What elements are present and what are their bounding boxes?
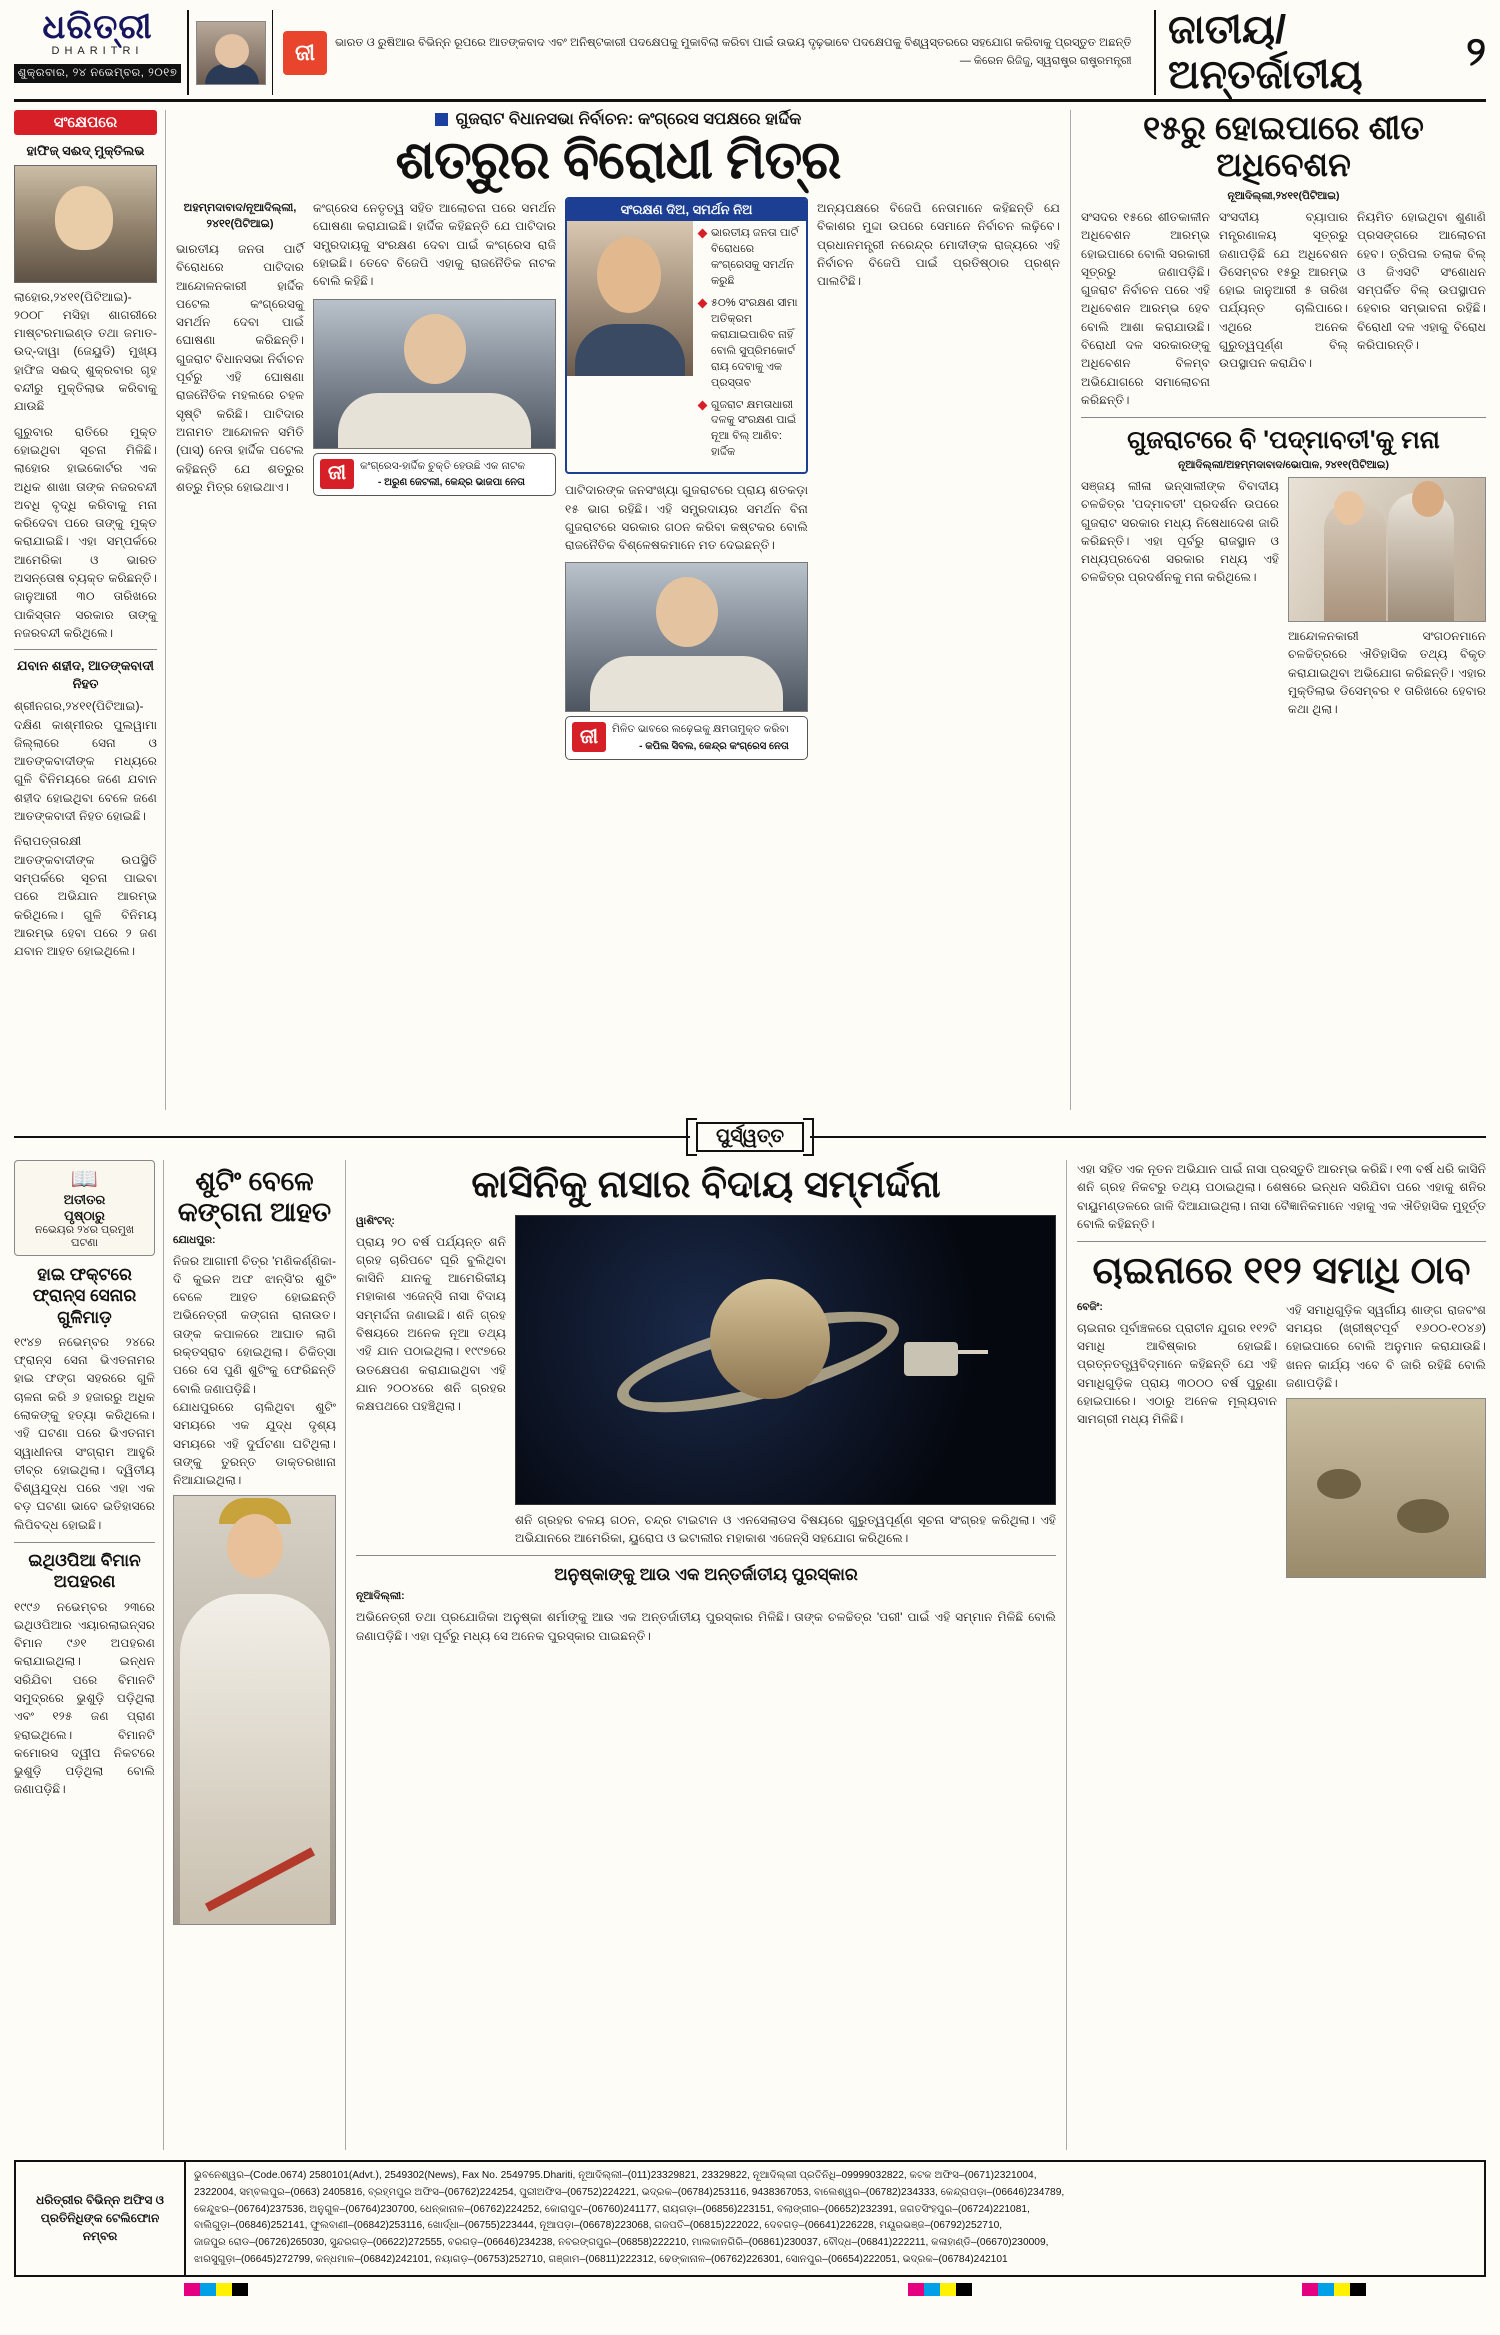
dig-pit bbox=[1397, 1499, 1449, 1533]
color-swatch bbox=[184, 2283, 200, 2296]
kicker-text: ଗୁଜରାଟ ବିଧାନସଭା ନିର୍ବାଚନ: କଂଗ୍ରେସ ସପକ୍ଷରେ ହାର୍ଦ୍ଦିକ bbox=[455, 110, 802, 128]
quote-body bbox=[335, 35, 1132, 70]
history-badge-line1: ଅତୀତର bbox=[63, 1192, 106, 1207]
quote-card-text: ମିଳିତ ଭାବରେ ଲଢ଼େଇକୁ କ୍ଷମତାମୁକ୍ତ କରିବା bbox=[612, 723, 789, 736]
page-number: ୨ bbox=[1466, 30, 1486, 74]
history-badge-sub: ନଭେୟର ୨୪ର ପ୍ରମୁଖ ଘଟଣା bbox=[34, 1224, 135, 1249]
color-swatch bbox=[1334, 2283, 1350, 2296]
photo-costume bbox=[180, 1594, 330, 1924]
footer-line: ଜାଜପୁର ରୋଡ–(06726)265030, ସୁନ୍ଦରଗଡ଼–(06622)272555, ବରଗଡ଼–(06646)234238, ନବରଙ୍ଗପୁର–(06858)222210, ମାଲକାନଗିରି–(06861)230037, ବୌଦ୍ଧ–(06841)222211, କଳାହାଣ୍ଡି–(06670)230009, bbox=[194, 2237, 1049, 2249]
photo-face bbox=[1412, 481, 1444, 517]
session-grid bbox=[1081, 208, 1486, 409]
color-swatch bbox=[1350, 2283, 1366, 2296]
right-column bbox=[1070, 110, 1486, 1110]
brief2-body bbox=[14, 697, 157, 960]
history-badge-line2: ପୃଷ୍ଠାରୁ bbox=[64, 1208, 105, 1223]
saturn-planet bbox=[710, 1279, 830, 1399]
brief2-heading: ଯବାନ ଶହୀଦ, ଆତଙ୍କବାଦୀ ନିହତ bbox=[14, 649, 157, 692]
color-swatch bbox=[1318, 2283, 1334, 2296]
infobox-point: ଗୁଜରାଟ କ୍ଷମତାଧାରୀ ଦଳକୁ ସଂରକ୍ଷଣ ପାଇଁ ନୂଆ ବିଲ୍ ଆଣିବ: ହାର୍ଦ୍ଦିକ bbox=[699, 398, 800, 462]
color-group bbox=[1302, 2283, 1366, 2296]
quote-card-body bbox=[360, 459, 525, 491]
section-divider bbox=[14, 1122, 1486, 1152]
infobox-point: ୫୦% ସଂରକ୍ଷଣ ସୀମା ଅତିକ୍ରମ କରାଯାଇପାରିବ ନାହିଁ ବୋଲି ସୁପ୍ରିମକୋର୍ଟ ରାୟ ଦେବାକୁ ଏକ ପ୍ରସ୍ତାବ bbox=[699, 296, 800, 392]
color-swatch bbox=[956, 2283, 972, 2296]
main-col-1 bbox=[176, 197, 304, 760]
hardik-photo bbox=[567, 221, 693, 376]
footer-label: ଧରିତ୍ରୀର ବିଭିନ୍ନ ଅଫିସ ଓ ପ୍ରତିନିଧିଙ୍କ ଟେଲିଫୋନ ନମ୍ବର bbox=[16, 2162, 186, 2275]
divider-label: ପୁର୍ସ୍ୱତ୍ତ bbox=[696, 1122, 804, 1152]
quote-card-sibal bbox=[565, 716, 808, 760]
history-story1-text: ୧୯୪୭ ନଭେମ୍ବର ୨୪ରେ ଫ୍ରାନ୍ସ ସେନା ଭିଏତନାମର ହାଇ ଫଙ୍ଗ ସହରରେ ଗୁଳି ଚାଳନା କରି ୬ ହଜାରରୁ ଅଧିକ ଲୋକଙ୍କୁ ହତ୍ୟା କରିଥିଲେ। ଏହି ଘଟଣା ପରେ ଭିଏତନାମ ସ୍ୱାଧୀନତା ସଂଗ୍ରାମ ଆହୁରି ତୀବ୍ର ହୋଇଥିଲା। ଦ୍ୱିତୀୟ ବିଶ୍ୱଯୁଦ୍ଧ ପରେ ଏହା ଏକ ବଡ଼ ଘଟଣା ଭାବେ ଇତିହାସରେ ଲିପିବଦ୍ଧ ହୋଇଛି। bbox=[14, 1334, 155, 1532]
quote-text: ଭାରତ ଓ ରୁଷିଆର ବିଭିନ୍ନ ରୂପରେ ଆତଙ୍କବାଦ ଏବଂ ଅନିଷ୍ଟକାରୀ ପଦକ୍ଷେପକୁ ମୁକାବିଲା କରିବା ପାଇଁ ଉଭୟ ଦୃଢ଼ଭାବେ ପଦକ୍ଷେପକୁ ବିଶ୍ୱସ୍ତରରେ ସହଯୋଗ କରିବାକୁ ପ୍ରସ୍ତୁତ ଅଛନ୍ତି bbox=[335, 37, 1132, 50]
china-dateline: ବେଜିଂ: bbox=[1077, 1300, 1103, 1313]
padmavati-col-2 bbox=[1288, 477, 1486, 718]
briefs-badge: ସଂକ୍ଷେପରେ bbox=[14, 110, 157, 135]
kangana-column bbox=[164, 1160, 346, 2150]
kangana-dateline: ଯୋଧପୁର: bbox=[173, 1233, 216, 1246]
cassini-col-2 bbox=[515, 1215, 1056, 1548]
main-story-column bbox=[166, 110, 1070, 1110]
sibal-photo bbox=[565, 562, 808, 712]
cassini-text-a: ପ୍ରାୟ ୨୦ ବର୍ଷ ପର୍ଯ୍ୟନ୍ତ ଶନି ଗ୍ରହ ଚାରିପଟେ ଘୂରି ବୁଲିଥିବା କାସିନି ଯାନକୁ ଆମେରିକୀୟ ମହାକାଶ ଏଜେନ୍ସି ନାସା ବିଦାୟ ସମ୍ମର୍ଦ୍ଦନା ଜଣାଇଛି। ଶନି ଗ୍ରହ ବିଷୟରେ ଅନେକ ନୂଆ ତଥ୍ୟ ଏହି ଯାନ ପଠାଇଥିଲା। ୧୯୯୭ରେ ଉତକ୍ଷେପଣ କରାଯାଇଥିବା ଏହି ଯାନ ୨୦୦୪ରେ ଶନି ଗ୍ରହର କକ୍ଷପଥରେ ପହଞ୍ଚିଥିଲା। bbox=[356, 1234, 506, 1414]
china-text-a: ଚାଇନାର ପୂର୍ବାଞ୍ଚଳରେ ପ୍ରାଚୀନ ଯୁଗର ୧୧୨ଟି ସମାଧି ଆବିଷ୍କାର ହୋଇଛି। ପ୍ରତ୍ନତତ୍ତ୍ୱବିଦ୍‌ମାନେ କହିଛନ୍ତି ଯେ ଏହି ସମାଧିଗୁଡ଼ିକ ପ୍ରାୟ ୩୦୦୦ ବର୍ଷ ପୁରୁଣା ହୋଇପାରେ। ଏଠାରୁ ଅନେକ ମୂଲ୍ୟବାନ ସାମଗ୍ରୀ ମଧ୍ୟ ମିଳିଛି। bbox=[1077, 1320, 1277, 1427]
bottom-section bbox=[14, 1160, 1486, 2150]
color-swatch bbox=[200, 2283, 216, 2296]
history-story1-heading: ହାଇ ଫକ୍ଟରେ ଫ୍ରାନ୍ସ ସେନାର ଗୁଳିମାଡ଼ bbox=[32, 1265, 137, 1327]
main-col3-text: ପାଟିଦାରଙ୍କ ଜନସଂଖ୍ୟା ଗୁଜରାଟରେ ପ୍ରାୟ ଶତକଡ଼ା ୧୫ ଭାଗ ରହିଛି। ଏହି ସମ୍ପ୍ରଦାୟର ସମର୍ଥନ ବିନା ଗୁଜରାଟରେ ସରକାର ଗଠନ କରିବା କଷ୍ଟକର ବୋଲି ରାଜନୈତିକ ବିଶ୍ଳେଷକମାନେ ମତ ଦେଇଛନ୍ତି। bbox=[565, 483, 808, 553]
saturn-photo bbox=[515, 1215, 1056, 1505]
divider-line-right bbox=[810, 1136, 1486, 1138]
history-story2-heading: ଇଥିଓପିଆ ବିମାନ ଅପହରଣ bbox=[14, 1542, 155, 1593]
top-section bbox=[14, 110, 1486, 1110]
footer-line: ଭୁବନେଶ୍ୱର–(Code.0674) 2580101(Advt.), 2549302(News), Fax No. 2549795.Dhariti, ନୂଆଦିଲ୍ଲୀ–(011)23329821, 23329822, ନୂଆଦିଲ୍ଲୀ ପ୍ରତିନିଧି–09999032822, କଟକ ଅଫିସ–(0671)2321004, bbox=[194, 2170, 1037, 2181]
quote-badge-icon: ଜୀ bbox=[283, 31, 327, 75]
session-headline: ୧୫ରୁ ହୋଇପାରେ ଶୀତ ଅଧିବେଶନ bbox=[1143, 109, 1424, 183]
kangana-headline: ଶୁଟିଂ ବେଳେ କଙ୍ଗନା ଆହତ bbox=[177, 1166, 332, 1227]
quote-card-author: - କପିଲ ସିବଲ, କେନ୍ଦ୍ର କଂଗ୍ରେସ ନେତା bbox=[639, 741, 789, 753]
brief1-body bbox=[14, 288, 157, 643]
session-col-3 bbox=[1357, 208, 1486, 409]
kangana-text-a: ନିଜର ଆଗାମୀ ଚିତ୍ର 'ମଣିକର୍ଣ୍ଣିକା- ଦି କୁଇନ ଅଫ ଝାନ୍ସି'ର ଶୁଟିଂ ବେଳେ ଆହତ ହୋଇଛନ୍ତି ଅଭିନେତ୍ରୀ କଙ୍ଗନା ରାନାଉତ। ତାଙ୍କ କପାଳରେ ଆଘାତ ଲାଗି ରକ୍ତସ୍ରାବ ହୋଇଥିଲା। ଚିକିତ୍ସା ପରେ ସେ ପୁଣି ଶୁଟିଂକୁ ଫେରିଛନ୍ତି ବୋଲି ଜଣାପଡ଼ିଛି। bbox=[173, 1253, 336, 1396]
china-headline: ଚାଇନାରେ ୧୧୨ ସମାଧି ଠାବ bbox=[1092, 1250, 1471, 1293]
padmavati-col1-text: ସଞ୍ଜୟ ଲୀଳା ଭନ୍ସାଲୀଙ୍କ ବିବାଦୀୟ ଚଳଚ୍ଚିତ୍ର 'ପଦ୍ମାବତୀ' ପ୍ରଦର୍ଶନ ଉପରେ ଗୁଜରାଟ ସରକାର ମଧ୍ୟ ନିଷେଧାଦେଶ ଜାରି କରିଛନ୍ତି। ଏହା ପୂର୍ବରୁ ରାଜସ୍ଥାନ ଓ ମଧ୍ୟପ୍ରଦେଶ ସରକାର ମଧ୍ୟ ଏହି ଚଳଚ୍ଚିତ୍ର ପ୍ରଦର୍ଶନକୁ ମନା କରିଥିଲେ। bbox=[1081, 478, 1279, 585]
anushka-headline: ଅନୁଷ୍କାଙ୍କୁ ଆଉ ଏକ ଅନ୍ତର୍ଜାତୀୟ ପୁରସ୍କାର bbox=[554, 1565, 858, 1585]
brief1-heading: ହାଫିଜ୍ ସଈଦ୍ ମୁକ୍ତିଲଭ bbox=[26, 143, 145, 158]
masthead bbox=[14, 7, 1486, 102]
color-group bbox=[184, 2283, 248, 2296]
color-swatch bbox=[924, 2283, 940, 2296]
main-story-kicker bbox=[176, 110, 1060, 129]
quote-icon: ଜୀ bbox=[320, 459, 354, 489]
footer-line: କେନ୍ଦୁଝର–(06764)237536, ଅନୁଗୁଳ–(06764)230700, ଧେନ୍କାନାଳ–(06762)224252, କୋରାପୁଟ–(06760)241177, ରାୟଗଡ଼ା–(06856)223151, ବଲାଙ୍ଗୀର–(06652)232391, ଜଗତସିଂହପୁର–(06724)221081, bbox=[194, 2203, 1030, 2215]
brief1-photo bbox=[14, 165, 157, 283]
color-swatch bbox=[908, 2283, 924, 2296]
padmavati-dateline: ନୂଆଦିଲ୍ଲୀ/ଅହମ୍ମଦାବାଦ/ଭୋପାଳ, ୨୪୧୧(ପିଟିଆଇ) bbox=[1177, 458, 1390, 471]
quote-card-jaitley bbox=[313, 453, 556, 497]
main-col-4 bbox=[817, 197, 1060, 760]
photo-face bbox=[404, 314, 466, 384]
main-col4-text: ଅନ୍ୟପକ୍ଷରେ ବିଜେପି ନେତାମାନେ କହିଛନ୍ତି ଯେ ବିକାଶର ମୁଦ୍ଦା ଉପରେ ସେମାନେ ନିର୍ବାଚନ ଲଢ଼ିବେ। ପ୍ରଧାନମନ୍ତ୍ରୀ ନରେନ୍ଦ୍ର ମୋଦୀଙ୍କ ରାଜ୍ୟରେ ଏହି ନିର୍ବାଚନ ବିଜେପି ପାଇଁ ପ୍ରତିଷ୍ଠାର ପ୍ରଶ୍ନ ପାଲଟିଛି। bbox=[817, 201, 1060, 289]
photo-body bbox=[590, 656, 783, 711]
infobox-points bbox=[693, 221, 806, 472]
main-col-3 bbox=[565, 197, 808, 760]
main-col2-text: କଂଗ୍ରେସ ନେତୃତ୍ୱ ସହିତ ଆଲୋଚନା ପରେ ସମର୍ଥନ ଘୋଷଣା କରାଯାଇଛି। ହାର୍ଦ୍ଦିକ କହିଛନ୍ତି ଯେ ପାଟିଦାର ସମ୍ପ୍ରଦାୟକୁ ସଂରକ୍ଷଣ ଦେବା ପାଇଁ କଂଗ୍ରେସ ରାଜି ହୋଇଛି। ତେବେ ବିଜେପି ଏହାକୁ ରାଜନୈତିକ ନାଟକ ବୋଲି କହିଛି। bbox=[313, 201, 556, 289]
china-text-b: ଏହି ସମାଧିଗୁଡ଼ିକ ସ୍ୱର୍ଗୀୟ ଶାଙ୍ଗ ରାଜବଂଶ ସମୟର (ଖ୍ରୀଷ୍ଟପୂର୍ବ ୧୬୦୦-୧୦୪୬) ହୋଇପାରେ ବୋଲି ଅନୁମାନ କରାଯାଉଛି। ଖନନ କାର୍ଯ୍ୟ ଏବେ ବି ଜାରି ରହିଛି ବୋଲି ଜଣାପଡ଼ିଛି। bbox=[1286, 1302, 1486, 1390]
infobox-body bbox=[567, 221, 806, 472]
infobox-point: ଭାରତୀୟ ଜନତା ପାର୍ଟି ବିରୋଧରେ କଂଗ୍ରେସକୁ ସମର୍ଥନ କରୁଛି bbox=[699, 226, 800, 290]
kangana-photo bbox=[173, 1495, 336, 1925]
photo-body bbox=[338, 393, 531, 448]
color-swatch bbox=[1302, 2283, 1318, 2296]
padmavati-photo bbox=[1288, 477, 1486, 622]
cassini-probe bbox=[904, 1342, 958, 1376]
jaitley-photo bbox=[313, 299, 556, 449]
padmavati-headline: ଗୁଜରାଟରେ ବି 'ପଦ୍ମାବତୀ'କୁ ମନା bbox=[1127, 426, 1440, 455]
china-column bbox=[1066, 1160, 1486, 2150]
session-col3-text: ନିୟମିତ ହୋଇଥିବା ଶୁଣାଣି ପ୍ରସଙ୍ଗରେ ଆଲୋଚନା ହେବ। ତ୍ରିପଲ ତଲାକ ବିଲ୍ ଓ ଜିଏସଟି ସଂଶୋଧନ ସମ୍ପର୍କିତ ବିଲ୍ ଉପସ୍ଥାପନ ହେବାର ସମ୍ଭାବନା ରହିଛି। ବିରୋଧୀ ଦଳ ଏହାକୁ ବିରୋଧ କରିପାରନ୍ତି। bbox=[1357, 209, 1486, 352]
infobox-title: ସଂରକ୍ଷଣ ଦିଅ, ସମର୍ଥନ ନିଅ bbox=[567, 199, 806, 221]
footer-line: ବାଲିଗୁଡ଼ା–(06846)252141, ଫୁଲବାଣୀ–(06842)253116, ଖୋର୍ଦ୍ଧା–(06755)223444, ନୂଆପଡ଼ା–(06678)223068, ଗଜପତି–(06815)222022, ଦେବଗଡ଼–(06641)226228, ମୟୂରଭଞ୍ଜ–(06792)252710, bbox=[194, 2220, 1003, 2232]
dig-pit bbox=[1317, 1469, 1361, 1499]
brief2-text: ନିରାପତ୍ତାରକ୍ଷୀ ଆତଙ୍କବାଦୀଙ୍କ ଉପସ୍ଥିତି ସମ୍ପର୍କରେ ସୂଚନା ପାଇବା ପରେ ଅଭିଯାନ ଆରମ୍ଭ କରିଥିଲେ। ଗୁଳି ବିନିମୟ ଆରମ୍ଭ ହେବା ପରେ ୨ ଜଣ ଯବାନ ଆହତ ହୋଇଥିଲେ। bbox=[14, 834, 157, 959]
divider-line-left bbox=[14, 1136, 690, 1138]
color-swatch bbox=[216, 2283, 232, 2296]
anushka-text: ଅଭିନେତ୍ରୀ ତଥା ପ୍ରଯୋଜିକା ଅନୁଷ୍କା ଶର୍ମାଙ୍କୁ ଆଉ ଏକ ଅନ୍ତର୍ଜାତୀୟ ପୁରସ୍କାର ମିଳିଛି। ତାଙ୍କ ଚଳଚ୍ଚିତ୍ର 'ପରୀ' ପାଇଁ ଏହି ସମ୍ମାନ ମିଳିଛି ବୋଲି ଜଣାପଡ଼ିଛି। ଏହା ପୂର୍ବରୁ ମଧ୍ୟ ସେ ଅନେକ ପୁରସ୍କାର ପାଇଛନ୍ତି। bbox=[356, 1610, 1056, 1643]
cassini-text-b: ଶନି ଗ୍ରହର ବଳୟ ଗଠନ, ଚନ୍ଦ୍ର ଟାଇଟାନ ଓ ଏନସେଲାଡସ ବିଷୟରେ ଗୁରୁତ୍ୱପୂର୍ଣ୍ଣ ସୂଚନା ସଂଗ୍ରହ କରିଥିଲା। ଏହି ଅଭିଯାନରେ ଆମେରିକା, ୟୁରୋପ ଓ ଇଟାଲୀର ମହାକାଶ ଏଜେନ୍ସି ସହଯୋଗ କରିଥିଲେ। bbox=[515, 1512, 1056, 1545]
main-col1-text: ଭାରତୀୟ ଜନତା ପାର୍ଟି ବିରୋଧରେ ପାଟିଦାର ଆନ୍ଦୋଳନକାରୀ ହାର୍ଦ୍ଦିକ ପଟେଲ କଂଗ୍ରେସକୁ ସମର୍ଥନ ଦେବା ପାଇଁ ଘୋଷଣା କରିଛନ୍ତି। ଗୁଜରାଟ ବିଧାନସଭା ନିର୍ବାଚନ ପୂର୍ବରୁ ଏହି ଘୋଷଣା ରାଜନୈତିକ ମହଲରେ ଚହଳ ସୃଷ୍ଟି କରିଛି। ପାଟିଦାର ଅନାମତ ଆନ୍ଦୋଳନ ସମିତି (ପାସ୍) ନେତା ହାର୍ଦ୍ଦିକ ପଟେଲ କହିଛନ୍ତି ଯେ ଶତ୍ରୁର ଶତ୍ରୁ ମିତ୍ର ହୋଇଥାଏ। bbox=[176, 241, 304, 494]
photo-face bbox=[656, 577, 718, 647]
square-bullet-icon bbox=[435, 113, 448, 126]
editor-portrait bbox=[189, 10, 273, 95]
session-col-1 bbox=[1081, 208, 1210, 409]
publication-date: ଶୁକ୍ରବାର, ୨୪ ନଭେମ୍ବର, ୨୦୧୭ bbox=[14, 64, 181, 83]
padmavati-col-1 bbox=[1081, 477, 1279, 718]
masthead-logo bbox=[14, 10, 189, 95]
quote-icon: ଜୀ bbox=[572, 722, 606, 752]
photo-face bbox=[55, 186, 113, 250]
portrait-image bbox=[196, 21, 266, 85]
main-story-grid bbox=[176, 197, 1060, 760]
session-col1-text: ସଂସଦର ୧୫ରେ ଶୀତକାଳୀନ ଅଧିବେଶନ ଆରମ୍ଭ ହୋଇପାରେ ବୋଲି ସରକାରୀ ସୂତ୍ରରୁ ଜଣାପଡ଼ିଛି। ଗୁଜରାଟ ନିର୍ବାଚନ ପରେ ଏହି ଅଧିବେଶନ ଆରମ୍ଭ ହେବ ବୋଲି ଆଶା କରାଯାଉଛି। ବିରୋଧୀ ଦଳ ସରକାରଙ୍କୁ ଅଧିବେଶନ ବିଳମ୍ବ ଅଭିଯୋଗରେ ସମାଲୋଚନା କରିଛନ୍ତି। bbox=[1081, 209, 1210, 407]
china-grid bbox=[1077, 1301, 1486, 1578]
excavation-photo bbox=[1286, 1398, 1486, 1578]
section-title: ଜାତୀୟ/ଅନ୍ତର୍ଜାତୀୟ bbox=[1168, 7, 1363, 97]
hardik-infobox bbox=[565, 197, 808, 474]
footer-line: ଝାରସୁଗୁଡ଼ା–(06645)272799, କନ୍ଧମାଳ–(06842)242101, ନୟାଗଡ଼–(06753)252710, ଗଞ୍ଜାମ–(06811)222312, ଢେଙ୍କାନାଳ–(06762)226301, ସୋନପୁର–(06654)222051, ଭଦ୍ରକ–(06784)242101 bbox=[194, 2254, 1008, 2266]
cassini-grid bbox=[356, 1215, 1056, 1548]
photo-face bbox=[1334, 491, 1364, 525]
section-header bbox=[1156, 7, 1486, 97]
session-dateline: ନୂଆଦିଲ୍ଲୀ,୨୪୧୧(ପିଟିଆଇ) bbox=[1227, 189, 1340, 202]
quote-author: — କିରେନ ରିଜିଜୁ, ସ୍ୱରାଷ୍ଟ୍ର ରାଷ୍ଟ୍ରମନ୍ତ୍ରୀ bbox=[959, 54, 1132, 67]
padmavati-col2-text: ଆନ୍ଦୋଳନକାରୀ ସଂଗଠନମାନେ ଚଳଚ୍ଚିତ୍ରରେ ଐତିହାସିକ ତଥ୍ୟ ବିକୃତ କରାଯାଇଥିବା ଅଭିଯୋଗ କରିଛନ୍ତି। ଏହାର ମୁକ୍ତିଲାଭ ଡିସେମ୍ବର ୧ ତାରିଖରେ ହେବାର କଥା ଥିଲା। bbox=[1288, 628, 1486, 717]
session-col-2 bbox=[1219, 208, 1348, 409]
china-col-2 bbox=[1286, 1301, 1486, 1578]
main-headline: ଶତ୍ରୁର ବିରୋଧୀ ମିତ୍ର bbox=[395, 131, 841, 190]
footer bbox=[14, 2160, 1486, 2277]
brief2-dateline: ଶ୍ରୀନଗର,୨୪୧୧(ପିଟିଆଇ)- ଦକ୍ଷିଣ କାଶ୍ମୀରର ପୁଲୱାମା ଜିଲ୍ଲାରେ ସେନା ଓ ଆତଙ୍କବାଦୀଙ୍କ ମଧ୍ୟରେ ଗୁଳି ବିନିମୟରେ ଜଣେ ଯବାନ ଶହୀଦ ହୋଇଥିବା ବେଳେ ଜଣେ ଆତଙ୍କବାଦୀ ନିହତ ହୋଇଛି। bbox=[14, 699, 157, 824]
quote-card-author: - ଅରୁଣ ଜେଟଲୀ, କେନ୍ଦ୍ର ଭାଜପା ନେତା bbox=[378, 477, 525, 489]
color-swatch bbox=[940, 2283, 956, 2296]
color-swatch bbox=[232, 2283, 248, 2296]
footer-contacts bbox=[186, 2162, 1484, 2275]
china-col-1 bbox=[1077, 1301, 1277, 1578]
color-group bbox=[908, 2283, 972, 2296]
brief1-dateline: ଲାହୋର,୨୪୧୧(ପିଟିଆଇ)- ୨୦୦୮ ମସିହା ଶାଗରୀରେ ମାଷ୍ଟରମାଇଣ୍ଡ ତଥା ଜମାତ-ଉଦ୍-ଦାୱା (ଜେୟୁଡି) ମୁଖ୍ୟ ହାଫିଜ ସଈଦ୍ ଶୁକ୍ରବାର ଗୃହ ବନ୍ଦୀରୁ ମୁକ୍ତିଲାଭ କରିବାକୁ ଯାଉଛି bbox=[14, 289, 157, 414]
footer-line: 2322004, ସମ୍ବଲପୁର–(0663) 2405816, ବ୍ରହ୍ମପୁର ଅଫିସ–(06762)224254, ପୁରୀଅଫିସ–(06752)224221, ଭଦ୍ରକ–(06784)253116, 9438367053, ବାଲେଶ୍ୱର–(06782)234333, କେନ୍ଦ୍ରାପଡ଼ା–(06646)234789, bbox=[194, 2186, 1065, 2198]
history-badge bbox=[14, 1160, 155, 1256]
logo-odia: ଧରିତ୍ରୀ bbox=[42, 8, 153, 46]
history-story2-text: ୧୯୯୬ ନଭେମ୍ବର ୨୩ରେ ଇଥିଓପିଆର ଏୟାରଲାଇନ୍ସର ବିମାନ ୯୬୧ ଅପହରଣ କରାଯାଇଥିଲା। ଇନ୍ଧନ ସରିଯିବା ପରେ ବିମାନଟି ସମୁଦ୍ରରେ ଭୁଶୁଡ଼ି ପଡ଼ିଥିଲା ଏବଂ ୧୨୫ ଜଣ ପ୍ରାଣ ହରାଇଥିଲେ। ବିମାନଟି କମୋରସ ଦ୍ୱୀପ ନିକଟରେ ଭୁଶୁଡ଼ି ପଡ଼ିଥିଲା ବୋଲି ଜଣାପଡ଼ିଛି। bbox=[14, 1599, 155, 1797]
photo-face bbox=[227, 1514, 283, 1578]
history-column bbox=[14, 1160, 164, 2150]
masthead-quote bbox=[273, 10, 1156, 95]
cassini-column bbox=[346, 1160, 1066, 2150]
briefs-column bbox=[14, 110, 166, 1110]
cassini-dateline: ୱାଶିଂଟନ୍: bbox=[356, 1214, 395, 1227]
cassini-col-1 bbox=[356, 1215, 506, 1548]
book-icon: 📖 bbox=[70, 1166, 99, 1191]
kangana-text-b: ଯୋଧପୁରରେ ଚାଲିଥିବା ଶୁଟିଂ ସମୟରେ ଏକ ଯୁଦ୍ଧ ଦୃଶ୍ୟ ସମୟରେ ଏହି ଦୁର୍ଘଟଣା ଘଟିଥିଲା। ତାଙ୍କୁ ତୁରନ୍ତ ଡାକ୍ତରଖାନା ନିଆଯାଇଥିଲା। bbox=[173, 1399, 336, 1488]
brief1-text: ଗୁରୁବାର ରାତିରେ ମୁକ୍ତ ହୋଇଥିବା ସୂଚନା ମିଳିଛି। ଲାହୋର ହାଇକୋର୍ଟର ଏକ ଅଧିକ ଶାଖା ତାଙ୍କ ନଜରବନ୍ଦୀ ଅବଧି ବୃଦ୍ଧି କରିବାକୁ ମନା କରିଦେବା ପରେ ତାଙ୍କୁ ମୁକ୍ତ କରାଯାଇଛି। ଏହା ସମ୍ପର୍କରେ ଆମେରିକା ଓ ଭାରତ ଅସନ୍ତୋଷ ବ୍ୟକ୍ତ କରିଛନ୍ତି। ଜାନୁଆରୀ ୩୦ ତାରିଖରେ ପାକିସ୍ତାନ ସରକାର ତାଙ୍କୁ ନଜରବନ୍ଦୀ କରିଥିଲେ। bbox=[14, 424, 157, 640]
main-byline: ଅହମ୍ମଦାବାଦ/ନୂଆଦିଲ୍ଲୀ, ୨୪୧୧(ପିଟିଆଇ) bbox=[183, 202, 297, 230]
registration-color-bar bbox=[14, 2283, 1486, 2297]
quote-card-text: କଂଗ୍ରେସ-ହାର୍ଦ୍ଦିକ ଚୁକ୍ତି ହେଉଛି ଏକ ନାଟକ bbox=[360, 459, 525, 472]
main-col-2 bbox=[313, 197, 556, 760]
padmavati-grid bbox=[1081, 477, 1486, 718]
cassini-text-c: ଏହା ସହିତ ଏକ ନୂତନ ଅଭିଯାନ ପାଇଁ ନାସା ପ୍ରସ୍ତୁତି ଆରମ୍ଭ କରିଛି। ୧୩ ବର୍ଷ ଧରି କାସିନି ଶନି ଗ୍ରହ ନିକଟରୁ ତଥ୍ୟ ପଠାଇଥିଲା। ଶେଷରେ ଇନ୍ଧନ ସରିଯିବା ପରେ ଏହାକୁ ଶନିର ବାୟୁମଣ୍ଡଳରେ ଜାଳି ଦିଆଯାଇଥିଲା। ନାସା ବୈଜ୍ଞାନିକମାନେ ଏହାକୁ ଏକ ଐତିହାସିକ ମୁହୂର୍ତ୍ତ ବୋଲି କହିଛନ୍ତି। bbox=[1077, 1162, 1486, 1231]
cassini-headline: କାସିନିକୁ ନାସାର ବିଦାୟ ସମ୍ମର୍ଦ୍ଦନା bbox=[471, 1164, 941, 1206]
quote-card-body bbox=[612, 722, 789, 754]
anushka-dateline: ନୂଆଦିଲ୍ଲୀ: bbox=[356, 1590, 405, 1603]
session-col2-text: ସଂସଦୀୟ ବ୍ୟାପାର ମନ୍ତ୍ରଣାଳୟ ସୂତ୍ରରୁ ଜଣାପଡ଼ିଛି ଯେ ଅଧିବେଶନ ଡିସେମ୍ବର ୧୫ରୁ ଆରମ୍ଭ ହୋଇ ଜାନୁଆରୀ ୫ ତାରିଖ ପର୍ଯ୍ୟନ୍ତ ଚାଲିପାରେ। ଏଥିରେ ଅନେକ ଗୁରୁତ୍ୱପୂର୍ଣ୍ଣ ବିଲ୍ ଉପସ୍ଥାପନ କରାଯିବ। bbox=[1219, 209, 1348, 371]
logo-english: DHARITRI bbox=[51, 45, 144, 57]
